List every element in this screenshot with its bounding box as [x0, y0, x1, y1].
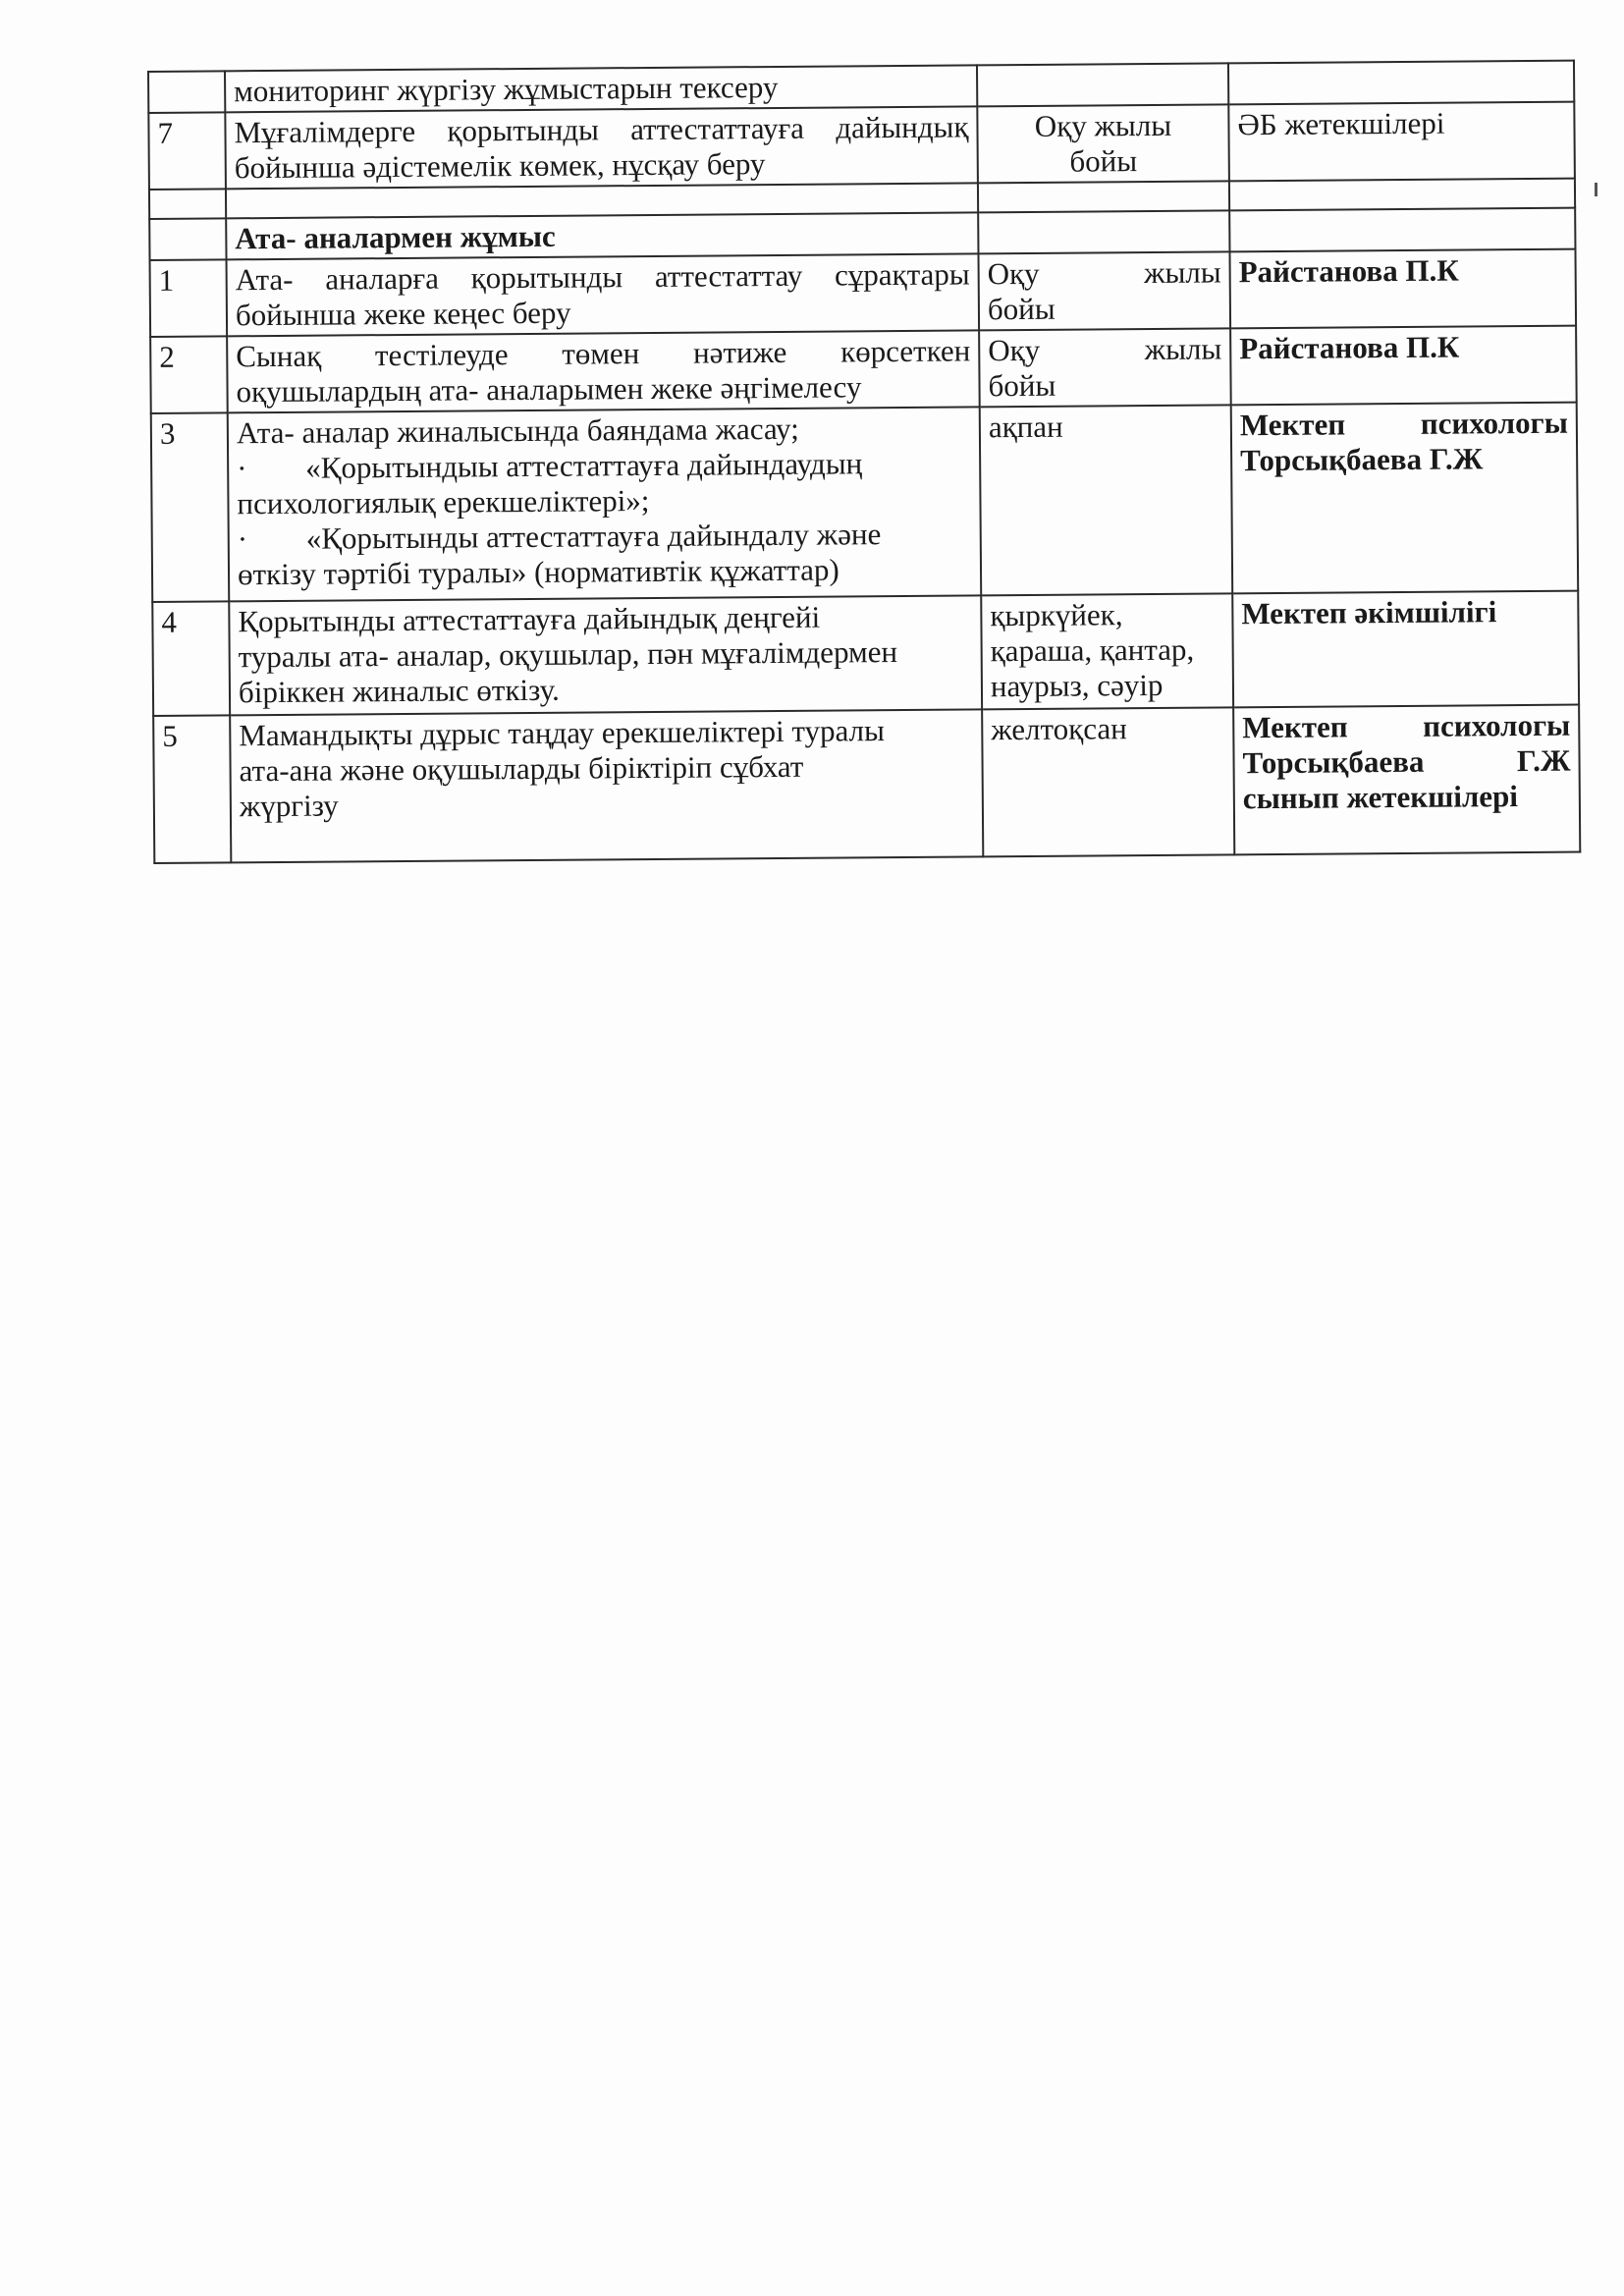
activity-line: Ата- аналарға қорытынды аттестаттау сұрақтары	[235, 256, 970, 298]
row-number	[149, 218, 226, 260]
activity-cell	[225, 106, 978, 189]
row-number: 7	[148, 112, 226, 190]
term-cell	[977, 104, 1229, 183]
term-cell: желтоқсан	[982, 707, 1234, 856]
responsible-cell	[1229, 208, 1575, 252]
activity-line: Қорытынды аттестаттауға дайындық деңгейі	[238, 599, 821, 639]
activity-line: өткізу тәртібі туралы» (нормативтік құжаттар)	[237, 552, 839, 592]
bullet-item	[237, 445, 971, 486]
activity-line: бойынша жеке кеңес беру	[235, 295, 571, 333]
term-cell	[979, 328, 1231, 407]
table-row	[152, 591, 1579, 716]
term-line: бойы	[988, 367, 1056, 404]
activity-line: «Қорытынды аттестаттауға дайындалу және	[305, 517, 882, 556]
term-cell	[978, 251, 1230, 330]
responsible-cell	[1228, 61, 1574, 105]
activity-line: «Қорытындыы аттестаттауға дайындаудың	[305, 446, 863, 485]
responsible-line: Торсықбаева Г.Ж	[1242, 742, 1571, 781]
bullet-marker: ·	[237, 521, 248, 557]
activity-line: психологиялық ерекшеліктері»;	[237, 482, 650, 521]
row-number: 3	[151, 412, 230, 602]
row-number: 5	[153, 715, 231, 863]
row-number: 1	[150, 259, 228, 337]
activity-line: Ата- аналар жиналысында баяндама жасау;	[236, 410, 799, 451]
responsible-cell	[1231, 403, 1578, 594]
table-row	[150, 326, 1577, 413]
responsible-line: Мектеп психологы	[1239, 405, 1568, 443]
term-cell	[977, 63, 1228, 106]
activity-line: біріккен жиналыс өткізу.	[238, 672, 560, 710]
activity-line: ата-ана және оқушыларды біріктіріп сұбхат	[239, 748, 804, 789]
term-line: наурыз, сәуір	[990, 667, 1164, 704]
activity-cell	[228, 407, 981, 601]
table-row	[153, 705, 1580, 863]
responsible-line: Торсықбаева Г.Ж	[1240, 441, 1484, 478]
responsible-cell: Райстанова П.К	[1229, 249, 1576, 329]
activity-cell	[230, 709, 983, 862]
term-line: бойы	[1069, 143, 1138, 179]
activity-line: Мамандықты дұрыс таңдау ерекшеліктері туралы	[239, 713, 885, 753]
row-number	[148, 71, 225, 113]
responsible-cell: ӘБ жетекшілері	[1228, 102, 1575, 182]
table-row	[150, 249, 1577, 337]
term-line: бойы	[987, 291, 1056, 327]
row-number: 2	[150, 336, 228, 413]
activity-line: Мұғалімдерге қорытынды аттестаттауға дайындық	[234, 109, 969, 150]
term-cell	[978, 181, 1229, 212]
responsible-line: сынып жетекшілері	[1242, 779, 1519, 816]
term-cell	[981, 593, 1233, 709]
scan-mark	[1595, 183, 1597, 196]
activity-cell	[227, 253, 980, 336]
activity-line: Сынақ тестілеуде төмен нәтиже көрсеткен	[236, 333, 971, 374]
plan-table	[147, 60, 1581, 864]
term-line: Оқу жылы	[987, 254, 1221, 292]
activity-line: туралы ата- аналар, оқушылар, пән мұғалімдермен	[238, 634, 898, 675]
row-number	[149, 189, 226, 219]
responsible-cell	[1233, 705, 1580, 855]
responsible-line: Мектеп психологы	[1242, 707, 1571, 745]
responsible-cell: Мектеп әкімшілігі	[1232, 591, 1579, 708]
term-cell	[978, 210, 1229, 253]
term-line: Оқу жылы	[988, 331, 1222, 368]
responsible-cell: Райстанова П.К	[1230, 326, 1577, 406]
activity-line: оқушылардың ата- аналарымен жеке әңгімелесу	[236, 369, 862, 410]
term-line: қыркүйек,	[990, 597, 1123, 633]
activity-line: жүргізу	[239, 788, 339, 824]
section-title: Ата- аналармен жұмыс	[226, 212, 978, 259]
table-row	[148, 102, 1575, 190]
activity-cell	[227, 330, 980, 412]
responsible-cell	[1229, 179, 1575, 211]
term-line: Оқу жылы	[1034, 107, 1172, 143]
activity-line: бойынша әдістемелік көмек, нұсқау беру	[234, 146, 766, 186]
bullet-item	[238, 516, 972, 557]
activity-cell	[229, 595, 982, 715]
activity-cell: мониторинг жүргізу жұмыстарын тексеру	[225, 65, 977, 112]
row-number: 4	[152, 601, 230, 716]
table-row	[151, 403, 1578, 602]
term-line: қараша, қантар,	[990, 631, 1195, 669]
bullet-marker: ·	[237, 451, 247, 486]
term-cell: ақпан	[980, 405, 1233, 595]
